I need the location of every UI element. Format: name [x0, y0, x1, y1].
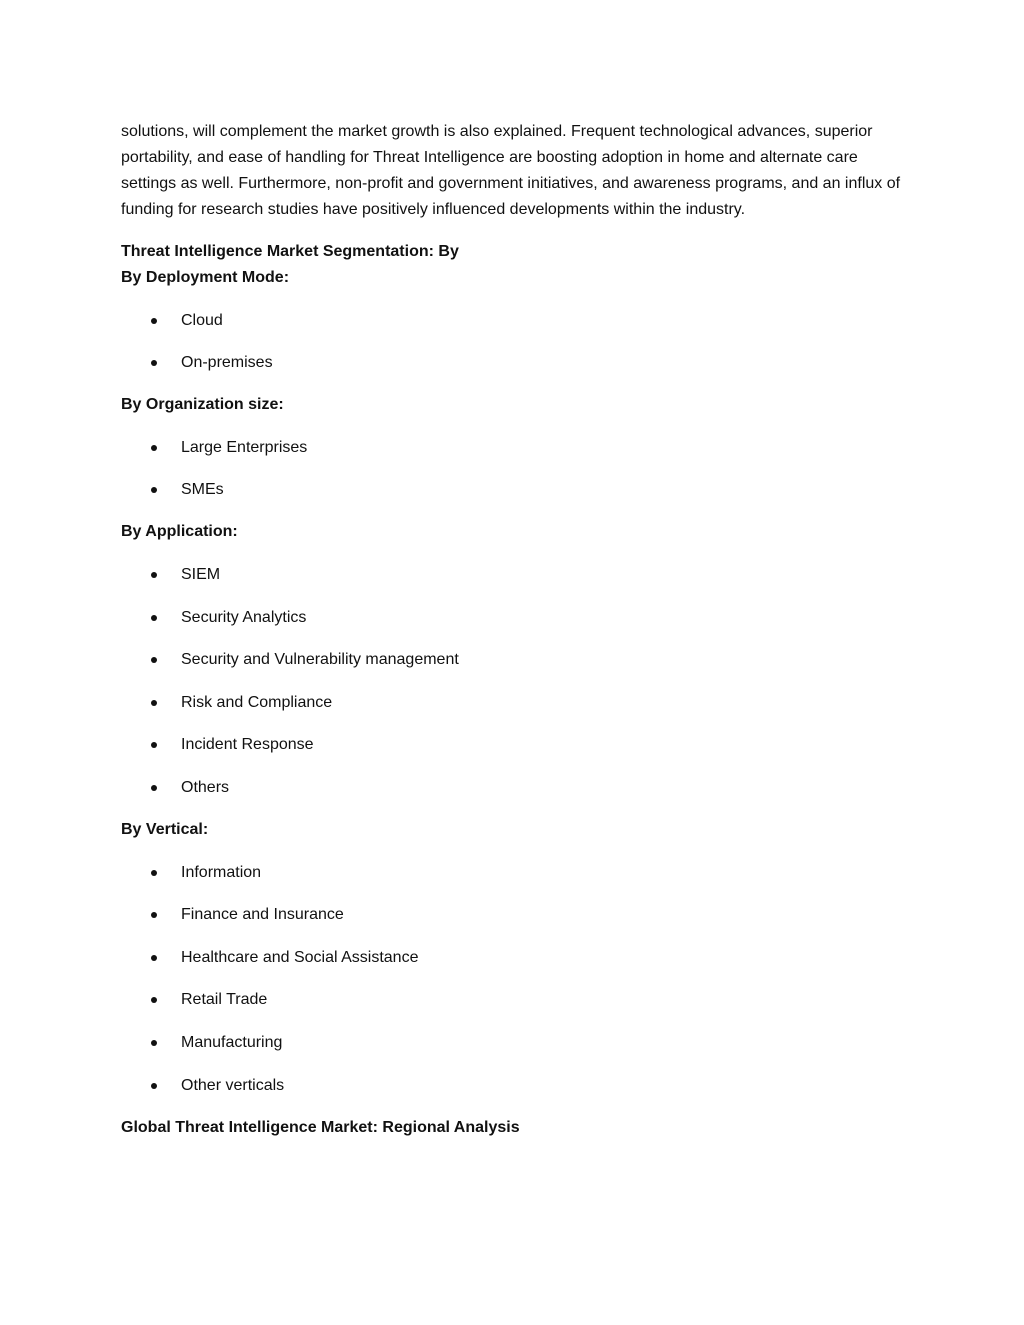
list-item [121, 902, 911, 928]
list-item-label: Healthcare and Social Assistance [181, 948, 419, 966]
intro-paragraph: solutions, will complement the market growth is also explained. Frequent technological advances, superior portability, and ease of handling for Threat Intelligence are boosting adoption in home and alternate care settings as well. Furthermore, non-profit and government initiatives, and awareness programs, and an influx of funding for research studies have positively influenced developments within the industry. [121, 123, 901, 218]
bullet-icon [151, 487, 157, 493]
list-item-label: Retail Trade [181, 991, 268, 1009]
application-heading: By Application: [121, 523, 238, 541]
vertical-list [121, 860, 911, 1099]
bullet-icon [151, 445, 157, 451]
deployment-list [121, 308, 911, 377]
bullet-icon [151, 1040, 157, 1046]
list-item-label: Other verticals [181, 1076, 285, 1094]
list-item-label: Security and Vulnerability management [181, 651, 459, 669]
list-item-label: Risk and Compliance [181, 693, 333, 711]
list-item-label: Information [181, 863, 262, 881]
list-item-label: Finance and Insurance [181, 906, 344, 924]
bullet-icon [151, 572, 157, 578]
bullet-icon [151, 870, 157, 876]
list-item-label: SMEs [181, 481, 224, 499]
list-item-label: Others [181, 778, 230, 796]
bullet-icon [151, 742, 157, 748]
list-item [121, 605, 911, 631]
regional-analysis-heading: Global Threat Intelligence Market: Regional Analysis [121, 1118, 520, 1136]
organization-heading: By Organization size: [121, 396, 284, 414]
list-item-label: SIEM [181, 565, 221, 583]
document-page [121, 119, 911, 1141]
list-item-label: Cloud [181, 311, 223, 329]
organization-list [121, 435, 911, 504]
list-item [121, 477, 911, 503]
list-item-label: Incident Response [181, 736, 314, 754]
list-item [121, 945, 911, 971]
list-item [121, 308, 911, 334]
bullet-icon [151, 700, 157, 706]
list-item-label: Large Enterprises [181, 438, 308, 456]
bullet-icon [151, 955, 157, 961]
bullet-icon [151, 360, 157, 366]
list-item [121, 1030, 911, 1056]
list-item [121, 562, 911, 588]
application-list [121, 562, 911, 801]
bullet-icon [151, 912, 157, 918]
deployment-heading: By Deployment Mode: [121, 269, 290, 286]
list-item [121, 435, 911, 461]
bullet-icon [151, 318, 157, 324]
bullet-icon [151, 1083, 157, 1089]
list-item-label: On-premises [181, 354, 273, 372]
list-item [121, 1073, 911, 1099]
bullet-icon [151, 657, 157, 663]
segmentation-title: Threat Intelligence Market Segmentation: By [121, 243, 459, 260]
list-item [121, 690, 911, 716]
list-item [121, 647, 911, 673]
list-item [121, 860, 911, 886]
list-item [121, 775, 911, 801]
bullet-icon [151, 615, 157, 621]
vertical-heading: By Vertical: [121, 820, 209, 838]
bullet-icon [151, 785, 157, 791]
list-item-label: Manufacturing [181, 1033, 283, 1051]
list-item [121, 350, 911, 376]
list-item [121, 732, 911, 758]
list-item-label: Security Analytics [181, 608, 307, 626]
list-item [121, 987, 911, 1013]
bullet-icon [151, 997, 157, 1003]
